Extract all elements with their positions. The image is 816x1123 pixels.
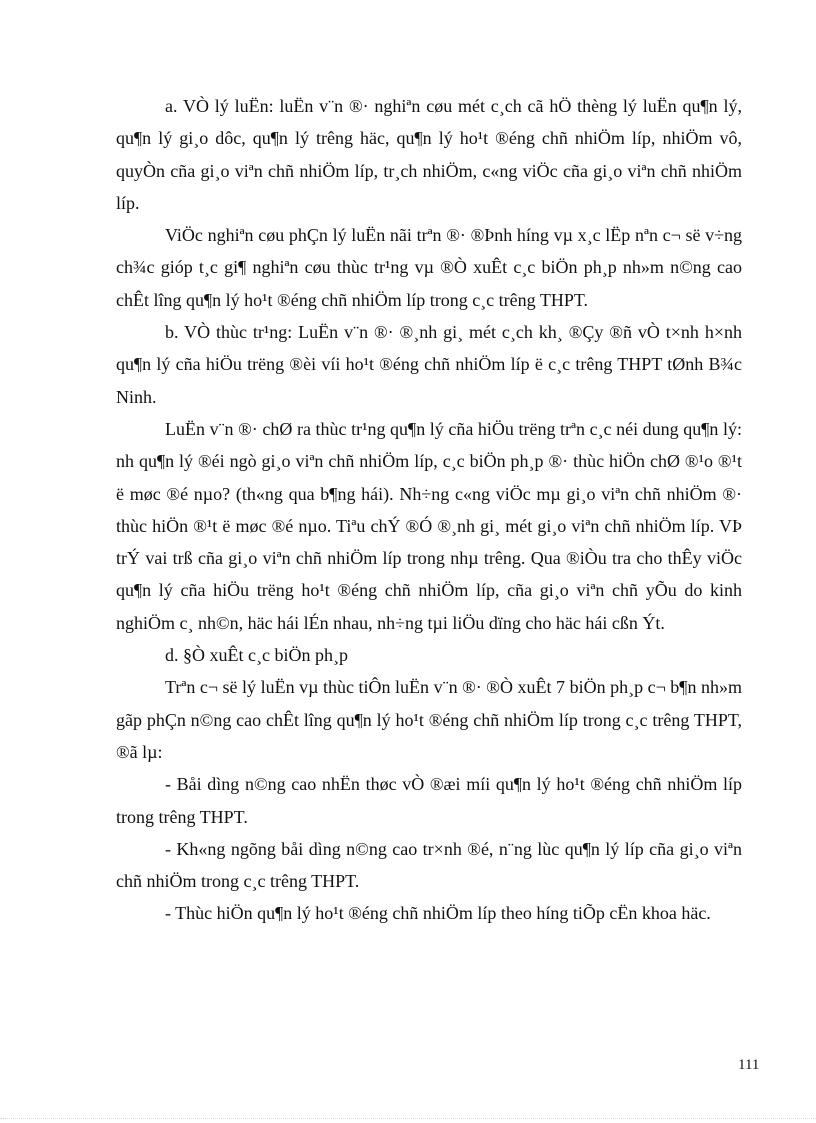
paragraph-status: b. VÒ thùc tr¹ng: LuËn v¨n ®· ®¸nh gi¸ mét c¸ch kh¸ ®Çy ®ñ vÒ t×nh h×nh qu¶n lý cña hiÖu trëng ®èi víi ho¹t ®éng chñ nhiÖm líp ë c¸c trêng THPT tØnh B¾c Ninh. (116, 322, 742, 407)
list-item-solution-3: - Thùc hiÖn qu¶n lý ho¹t ®éng chñ nhiÖm líp theo híng tiÕp cËn khoa häc. (165, 903, 711, 924)
paragraph-theory: a. VÒ lý luËn: luËn v¨n ®· nghiªn cøu mét c¸ch cã hÖ thèng lý luËn qu¶n lý, qu¶n lý gi¸o dôc, qu¶n lý trêng häc, qu¶n lý ho¹t ®éng chñ nhiÖm líp, nhiÖm vô, quyÒn cña gi¸o viªn chñ nhiÖm líp, tr¸ch nhiÖm, c«ng viÖc cña gi¸o viªn chñ nhiÖm líp. (116, 96, 742, 213)
paragraph-theory-research: ViÖc nghiªn cøu phÇn lý luËn nãi trªn ®· ®Þnh híng vµ x¸c lËp nªn c¬ së v÷ng ch¾c gióp t¸c gi¶ nghiªn cøu thùc tr¹ng vµ ®Ò xuÊt c¸c biÖn ph¸p nh»m n©ng cao chÊt lîng qu¶n lý ho¹t ®éng chñ nhiÖm líp trong c¸c trêng THPT. (116, 225, 742, 310)
page-bottom-divider (0, 1118, 816, 1119)
paragraph-status-details: LuËn v¨n ®· chØ ra thùc tr¹ng qu¶n lý cña hiÖu trëng trªn c¸c néi dung qu¶n lý: nh qu¶n lý ®éi ngò gi¸o viªn chñ nhiÖm líp, c¸c biÖn ph¸p ®· thùc hiÖn chØ ®¹o ®¹t ë møc ®é nµo? (th«ng qua b¶ng hái). Nh÷ng c«ng viÖc mµ gi¸o viªn chñ nhiÖm ®· thùc hiÖn ®¹t ë møc ®é nµo. Tiªu chÝ ®Ó ®¸nh gi¸ mét gi¸o viªn chñ nhiÖm líp. VÞ trÝ vai trß cña gi¸o viªn chñ nhiÖm líp trong nhµ trêng. Qua ®iÒu tra cho thÊy viÖc qu¶n lý cña hiÖu trëng ho¹t ®éng chñ nhiÖm líp, cña gi¸o viªn chñ yÕu do kinh nghiÖm c¸ nh©n, häc hái lÉn nhau, nh÷ng tµi liÖu dïng cho häc hái cßn Ýt. (116, 418, 742, 633)
list-item-solution-1: - Båi dìng n©ng cao nhËn thøc vÒ ®æi míi qu¶n lý ho¹t ®éng chñ nhiÖm líp trong trêng THPT. (116, 774, 742, 827)
page-number: 111 (738, 1057, 760, 1073)
body-text (116, 90, 742, 930)
paragraph-solutions-intro: Trªn c¬ së lý luËn vµ thùc tiÔn luËn v¨n ®· ®Ò xuÊt 7 biÖn ph¸p c¬ b¶n nh»m gãp phÇn n©ng cao chÊt lîng qu¶n lý ho¹t ®éng chñ nhiÖm líp trong c¸c trêng THPT, ®ã lµ: (116, 677, 742, 762)
list-item-solution-2: - Kh«ng ngõng båi dìng n©ng cao tr×nh ®é, n¨ng lùc qu¶n lý líp cña gi¸o viªn chñ nhiÖm trong c¸c trêng THPT. (116, 838, 742, 892)
section-heading-solutions: d. §Ò xuÊt c¸c biÖn ph¸p (165, 645, 348, 666)
